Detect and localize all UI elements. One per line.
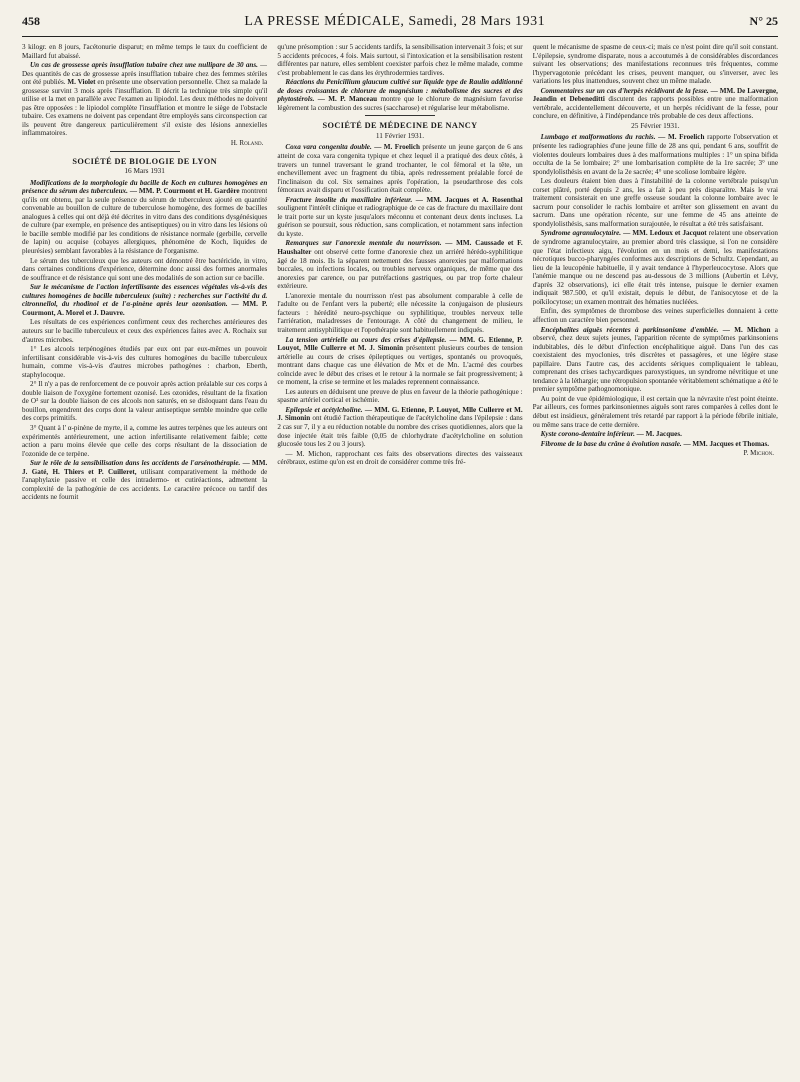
section-date: 16 Mars 1931 — [124, 166, 165, 176]
paragraph: 3 kilogr. en 8 jours, l'acétonurie disparut; en même temps le taux du coefficient de Maillard fut abaissé. — [22, 43, 268, 60]
article-text: soulignent l'intérêt clinique et radiographique de ce cas de fracture du maxillaire dont le trait porte sur un kyste jusqu'alors méconnu et contenant deux dents incluses. La guérison se poursuit, sous réduction, sans complication, et notamment sans infection du kyste. — [277, 204, 523, 238]
article-title: Modifications de la morphologie du bacille de Koch en cultures homogènes en présence du sérum des tuberculeux. — [22, 178, 268, 196]
article-michon — [533, 326, 778, 394]
article-text: relatent une observation de syndrome agranulocytaire, au premier abord très classique, si l'on ne considère que l'état infectieux aigu, l'évolution en un mois et demi, les manifestations nécrotiques bucco-pharyngées conformes aux descriptions de Schultz. Cependant, au lieu de la leucopénie habituelle, il y avait tendance à l'hyperleucocytose. Alors que l'anémie manque ou ne descend pas au-dessous de 3 millions (Aubertin et Lévy, d'après 32 observations), ici elle était très intense, puisque le dernier examen indiquait 987.500, et qu'il existait, depuis le début, de l'anisocytose et de la poïkilocytose; un examen montrait des hématies nucléées. — [532, 229, 778, 306]
paragraph: 2° Il n'y a pas de renforcement de ce pouvoir après action préalable sur ces corps à double liaison de l'oxygène fortement ozonisé. Les ozonides, résultant de la fixation de O³ sur la double liaison de ces alcools non saturés, en se disloquant dans l'eau du bouillon, engendrent des corps dont la valeur antiseptique semble moindre que celle des corps primitifs. — [22, 380, 268, 423]
article-title: Sur le mécanisme de l'action infertilisante des essences végétales vis-à-vis des cultures homogènes de bacille tuberculeux (suite) : recherches sur l'activité du d. citronnellol, du rhodinol et de l'α-pinène après leur ozonisation. — [22, 283, 268, 309]
article-author: — MM. P. Courmont, A. Morel et J. Dauvre. — [22, 300, 268, 317]
article-text: rapporte l'observation et présente les radiographies d'une jeune fille de 28 ans qui, pendant 6 ans, souffrit de violentes douleurs lombaires dues à des malformations multiples : 1° un spina bifida occulta de la 5e lombaire; 2° une lombarisation complète de la 1re sacrée; 3° une spondylolisthésis en avant de la 2e sacrée; 4° une scoliose lombaire légère. — [532, 133, 778, 176]
article-title: Lumbago et malformations du rachis. — [540, 133, 656, 142]
article-text: ont étudié l'action thérapeutique de l'acétylcholine dans l'épilepsie : dans 2 cas sur 7, il y a eu réduction notable du nombre des crises quotidiennes, alors que la dose injectée était très faible (0,05 de chlorhydrate d'acétylcholine en solution glucosée tous les 2 ou 3 jours). — [277, 414, 523, 449]
article-author: — M. Froelich — [655, 133, 705, 142]
article-gate-thiers — [22, 459, 267, 502]
article-title: Kyste corono-dentaire inférieur. — [540, 430, 635, 439]
paragraph: quent le mécanisme de spasme de ceux-ci; mais ce n'est point dire qu'il soit constant. L'épilepsie, syndrome disparate, nous a accoutumés à de considérables discordances suivant les observations; des manifestations reconnues très fréquentes, comme l'hypervagotonie précédant les crises, peuvent manquer, ou s'inverser, avec les variations les plus inattendues, souvent chez un même malade. — [532, 43, 778, 86]
article-jacques-fibrome — [533, 440, 778, 449]
article-author: — MM. Caussade et F. Haushalter — [277, 239, 523, 257]
article-author: M. Violet — [67, 78, 96, 87]
article-text: présente un jeune garçon de 6 ans atteint de coxa vara congenita typique et chez lequel il a pratiqué des deux côtés, à travers un tunnel traversant le grand trochanter, le col fémoral et la tête, un enchevillement avec un fragment du tibia, après redressement préalable forcé de l'inclinaison du col. Six semaines après l'opération, la pseudarthrose des cols fémoraux avait disparu et l'ossification était complète. — [277, 143, 523, 195]
article-title: Réactions du Penicillium glaucum cultivé sur liquide type de Raulin additionné de doses croissantes de chlorure de magnésium : métabolisme des sucres et des phytostérols. — [277, 78, 523, 104]
paragraph: Les auteurs en déduisent une preuve de plus en faveur de la théorie pathogénique : spasme artériel cortical et ischémie. — [277, 387, 523, 405]
paragraph: Au point de vue épidémiologique, il est certain que la névraxite n'est point éteinte. Par ailleurs, ces formes parkinsoniennes aiguës sont rares comparées à celles dont le début est insidieux, généralement très retardé par rapport à la période fébrile initiale, ou même sans trace de cette dernière. — [532, 394, 778, 429]
paragraph: Les résultats de ces expériences confirment ceux des recherches antérieures des auteurs sur le bacille tuberculeux et ceux des expériences faites avec A. Rochaix sur d'autres microbes. — [22, 318, 268, 344]
paragraph: L'anorexie mentale du nourrisson n'est pas absolument comparable à celle de l'adulte ou de l'enfant vers la puberté; elle nécessite la conjugaison de plusieurs facteurs : hérédité neuro-psychique ou syphilitique, troubles nerveux telle l'arriération, maladresses de l'entourage. A côté du changement de milieu, le traitement antisyphilitique et l'opothérapie sont habituellement indiqués. — [277, 291, 523, 334]
article-author: — MM. G. Etienne, P. Louyot, Mlle Cullerre et M. J. Simonin — [277, 335, 523, 353]
article-courmont-morel — [22, 283, 267, 317]
article-etienne-tension — [277, 336, 522, 387]
article-text: montrent qu'ils ont obtenu, par la seule présence du sérum de tuberculeux ajouté en quantité convenable au bouillon de culture de tuberculose homogène, des formes de bacilles analogues à celles qui ont déjà été décrites in vitro dans des conditions dysgénésiques de culture (par exemple, en présence des antiseptiques) ou in vitro dans les lésions où le bacille semble modifié par les conditions de résistance normale (gerbille, cervelle de lapin) ou acquise (cobayes allergiques, phénomène de Koch, liquides de pleurésies) semblant favorables à la résistance de l'organisme. — [22, 187, 268, 256]
article-title: Commentaires sur un cas d'herpès récidivant de la fesse. — [540, 86, 709, 95]
article-jacques-rosenthal — [277, 196, 522, 239]
article-author: — M. Jacques. — [634, 430, 682, 439]
article-author: — MM. G. Etienne, P. Louyot, Mlle Cullerre et M. J. Simonin — [277, 405, 523, 423]
article-title: Sur le rôle de la sensibilisation dans les accidents de l'arsénothérapie. — [30, 459, 241, 468]
article-ledoux — [533, 229, 778, 306]
paragraph: Enfin, des symptômes de thrombose des veines superficielles donnaient à cette affection un caractère bien personnel. — [532, 307, 778, 324]
page-number: 458 — [22, 14, 40, 28]
article-jacques-kyste — [533, 430, 778, 439]
article-froelich-lumbago — [533, 133, 778, 176]
section-rule — [365, 115, 435, 116]
article-caussade — [277, 239, 522, 290]
signature: P. Michon. — [743, 449, 774, 458]
article-author: — M. Froelich — [371, 143, 420, 152]
article-froelich — [277, 143, 522, 194]
article-author: — M. Michon — [718, 325, 771, 334]
article-title: Fracture insolite du maxillaire inférieur. — [285, 195, 413, 204]
paragraph: 1° Les alcools terpénogènes étudiés par eux ont par eux-mêmes un pouvoir infertilisant considérable vis-à-vis des cultures homogènes du bacille tuberculeux humain, comme vis-à-vis d'autres microbes pathogènes : charbon, Eberth, staphylocoque. — [22, 345, 268, 379]
article-text: ont observé cette forme d'anorexie chez un arriéré hérédo-syphilitique âgé de 18 mois. Ils la séparent nettement des fausses anorexies par malformations buccales, ou infections locales, ou troubles nerveux organiques, de même que des anorexies par carence, ou par putréfactions gastriques, ou par trop forte chaleur extérieure. — [277, 248, 523, 291]
article-title: La tension artérielle au cours des crises d'épilepsie. — [285, 335, 447, 344]
article-author: — MM. P. Courmont et H. Gardère — [127, 187, 240, 196]
article-title: Syndrome agranulocytaire. — [540, 229, 622, 238]
article-text: montre que le chlorure de magnésium favorise légèrement la combustion des sucres (saccharose) et régularise leur métabolisme. — [277, 95, 523, 112]
section-date: 25 Février 1931. — [631, 120, 680, 130]
article-violet — [22, 61, 267, 138]
paragraph: Les douleurs étaient bien dues à l'instabilité de la colonne vertébrale puisqu'un corset plâtré, porté depuis 2 ans, les a fait à peu près disparaître. Mais le vrai traitement consisterait en une greffe osseuse soudant la colonne lombaire avec le sacrum pour consolider le rachis lombaire et arrêter son glissement en avant du sacrum. Dans une opération récente, sur une femme de 45 ans atteinte de spondylolisthésis, sans malformation surajoutée, le résultat a été très satisfaisant. — [532, 177, 778, 228]
article-title: Coxa vara congenita double. — [285, 143, 372, 152]
section-date: 11 Février 1931. — [375, 130, 425, 140]
article-lavergne — [533, 87, 778, 121]
text-columns — [22, 43, 778, 1079]
section-rule — [110, 151, 180, 152]
article-text: — Des quantités de cas de grossesse après insufflation tubaire chez des femmes stériles ont été publiés. — [22, 61, 268, 87]
article-title: Encéphalites aiguës récentes à parkinsonisme d'emblée. — [540, 325, 719, 334]
section-title: SOCIÉTÉ DE MÉDECINE DE NANCY — [322, 121, 478, 131]
paragraph: qu'une présomption : sur 5 accidents tardifs, la sensibilisation intervenait 3 fois; et sur 5 accidents précoces, 4 fois. Mais surtout, si l'intoxication et la sensibilisation restent différentes par nature, elles semblent coexister parfois chez le même malade, comme c'est probablement le cas dans les érythrodermies tardives. — [277, 43, 523, 77]
issue-number: N° 25 — [749, 14, 778, 28]
article-etienne-acetylcholine — [277, 406, 522, 449]
article-title: Remarques sur l'anorexie mentale du nourrisson. — [285, 239, 442, 248]
paragraph: 3° Quant à l' α-pinène de myrte, il a, comme les autres terpènes que les auteurs ont expérimentés antérieurement, une action infertilisante relativement faible; cette action a paru moins élevée que celle des corps résultant de la dissociation de l'ozonide de ce terpène. — [22, 423, 268, 458]
article-title: Epilepsie et acétylcholine. — [285, 405, 363, 414]
article-author: — MM. Ledoux et Jacquot — [621, 229, 707, 238]
column-2 — [277, 43, 522, 1079]
paragraph: — M. Michon, rapprochant ces faits des observations directes des vaisseaux cérébraux, estime qu'on est en droit de considérer comme très fré- — [277, 449, 523, 467]
article-text: discutent des rapports possibles entre une malformation vertébrale, accidentellement découverte, et un herpès récidivant de la fesse, pour conclure, en définitive, à l'indépendance très probable de ces deux affections. — [532, 95, 778, 121]
article-courmont-gardere — [22, 179, 267, 256]
paragraph: Le sérum des tuberculeux que les auteurs ont démontré être bactéricide, in vitro, dans certaines conditions d'expérience, détermine donc aussi des formes anormales de souffrance et de résistance qui sont une des modalités de son action sur ce bacille. — [22, 256, 268, 282]
article-author: — MM. De Lavergne, Jeandin et Debeneditti — [532, 86, 778, 104]
article-author: — MM. J. Gaté, H. Thiers et P. Cuilleret, — [22, 459, 268, 476]
article-author: — MM. Jacques et A. Rosenthal — [412, 195, 523, 204]
article-text: a observé, chez deux sujets jeunes, l'apparition récente de symptômes parkinsoniens indubitables, dès le début d'infection encéphalitique aiguë. Dans l'un des cas coexistaient des myoclonies, très discrètes et passagères, et une légère stase papillaire. Dans l'autre cas, des accidents sériques compliquaient le tableau, comprenant des crises tachycardiques paroxystiques, un syndrome névritique et une tendance à la léthargie; une rétropulsion spontanée véritablement schématique a été le premier symptôme pathognomonique. — [532, 325, 778, 394]
article-title: Fibrome de la base du crâne à évolution nasale. — [540, 439, 682, 448]
article-author: — M. P. Manceau — [314, 95, 378, 104]
column-3 — [533, 43, 778, 1079]
journal-title: LA PRESSE MÉDICALE, Samedi, 28 Mars 1931 — [244, 14, 546, 29]
article-text: utilisant comparativement la méthode de l'anaphylaxie passive et celle des intradermo- et cutiréactions, admettent la complexité de la pathogénie de ces accidents. Le caractère précoce ou tardif des accidents ne fournit — [22, 467, 268, 502]
article-author: — MM. Jacques et Thomas. — [681, 439, 770, 448]
column-1 — [22, 43, 267, 1079]
section-title: SOCIÉTÉ DE BIOLOGIE DE LYON — [72, 156, 217, 166]
article-manceau — [277, 78, 522, 112]
signature: H. Roland. — [230, 139, 264, 148]
article-title: Un cas de grossesse après insufflation tubaire chez une nullipare de 30 ans. — [30, 61, 258, 70]
header-rule — [22, 36, 778, 37]
running-header — [22, 14, 778, 34]
article-text: en présente une observation personnelle. Chez sa malade la grossesse survint 3 mois après l'insufflation. Il décrit la technique très simple qu'il utilise et la met en parallèle avec l'examen au lipiodol. Les deux méthodes ne doivent pas être opposées : le lipiodol complète l'insufflation et montre le siège de l'obstacle tubaire. Ces examens ne doivent pas cependant être employés sans circonspection car ils peuvent être dangereux particulièrement s'il existe des lésions annexielles inflammatoires. — [22, 78, 268, 138]
article-text: présentent plusieurs courbes de tension artérielle au cours de crises épileptiques ou vertiges, spontanés ou provoqués, montrant dans chaque cas une élévation de Mx et de Mn. L'acmé des courbes coïncide avec le début des crises et le retour à la normale se fait progressivement; à ce moment, la crise se termine et les malades reprennent connaissance. — [277, 344, 523, 387]
